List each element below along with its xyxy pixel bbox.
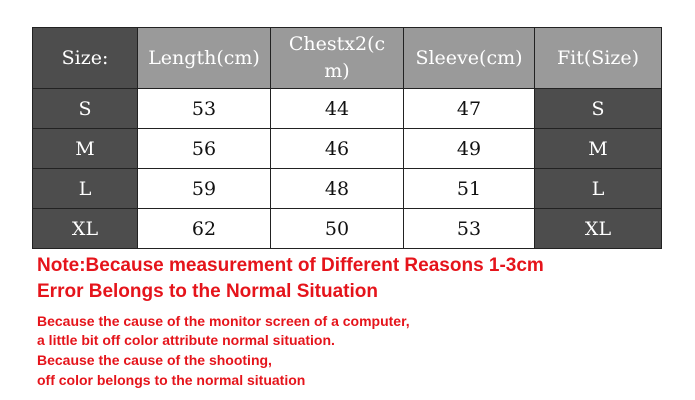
length-value: 62 [138, 209, 271, 249]
table-row [33, 129, 662, 169]
length-value: 56 [138, 129, 271, 169]
color-note-line2: a little bit off color attribute normal situation. [37, 332, 335, 348]
chest-value: 50 [271, 209, 404, 249]
header-size: Size: [33, 28, 138, 89]
header-chest-line1: Chestx2(c [288, 33, 386, 55]
header-length: Length(cm) [138, 28, 271, 89]
header-sleeve: Sleeve(cm) [404, 28, 535, 89]
color-note-line4: off color belongs to the normal situation [37, 372, 306, 388]
color-note-line3: Because the cause of the shooting, [37, 352, 272, 368]
header-fit: Fit(Size) [535, 28, 662, 89]
row-size-label: L [33, 169, 138, 209]
table-row [33, 169, 662, 209]
chest-value: 44 [271, 89, 404, 129]
length-value: 53 [138, 89, 271, 129]
sleeve-value: 47 [404, 89, 535, 129]
chest-value: 48 [271, 169, 404, 209]
measurement-note-line1: Note:Because measurement of Different Reasons 1-3cm [37, 255, 544, 276]
fit-value: S [535, 89, 662, 129]
table-row [33, 89, 662, 129]
row-size-label: S [33, 89, 138, 129]
row-size-label: XL [33, 209, 138, 249]
sleeve-value: 53 [404, 209, 535, 249]
sleeve-value: 51 [404, 169, 535, 209]
chest-value: 46 [271, 129, 404, 169]
fit-value: M [535, 129, 662, 169]
fit-value: XL [535, 209, 662, 249]
measurement-note-line2: Error Belongs to the Normal Situation [37, 281, 378, 302]
sleeve-value: 49 [404, 129, 535, 169]
color-note-line1: Because the cause of the monitor screen of a computer, [37, 313, 410, 329]
table-header-row [33, 28, 662, 89]
length-value: 59 [138, 169, 271, 209]
table-row [33, 209, 662, 249]
fit-value: L [535, 169, 662, 209]
row-size-label: M [33, 129, 138, 169]
header-chest-line2: m) [324, 60, 350, 82]
size-chart-table [32, 27, 662, 249]
header-chest [271, 28, 404, 89]
